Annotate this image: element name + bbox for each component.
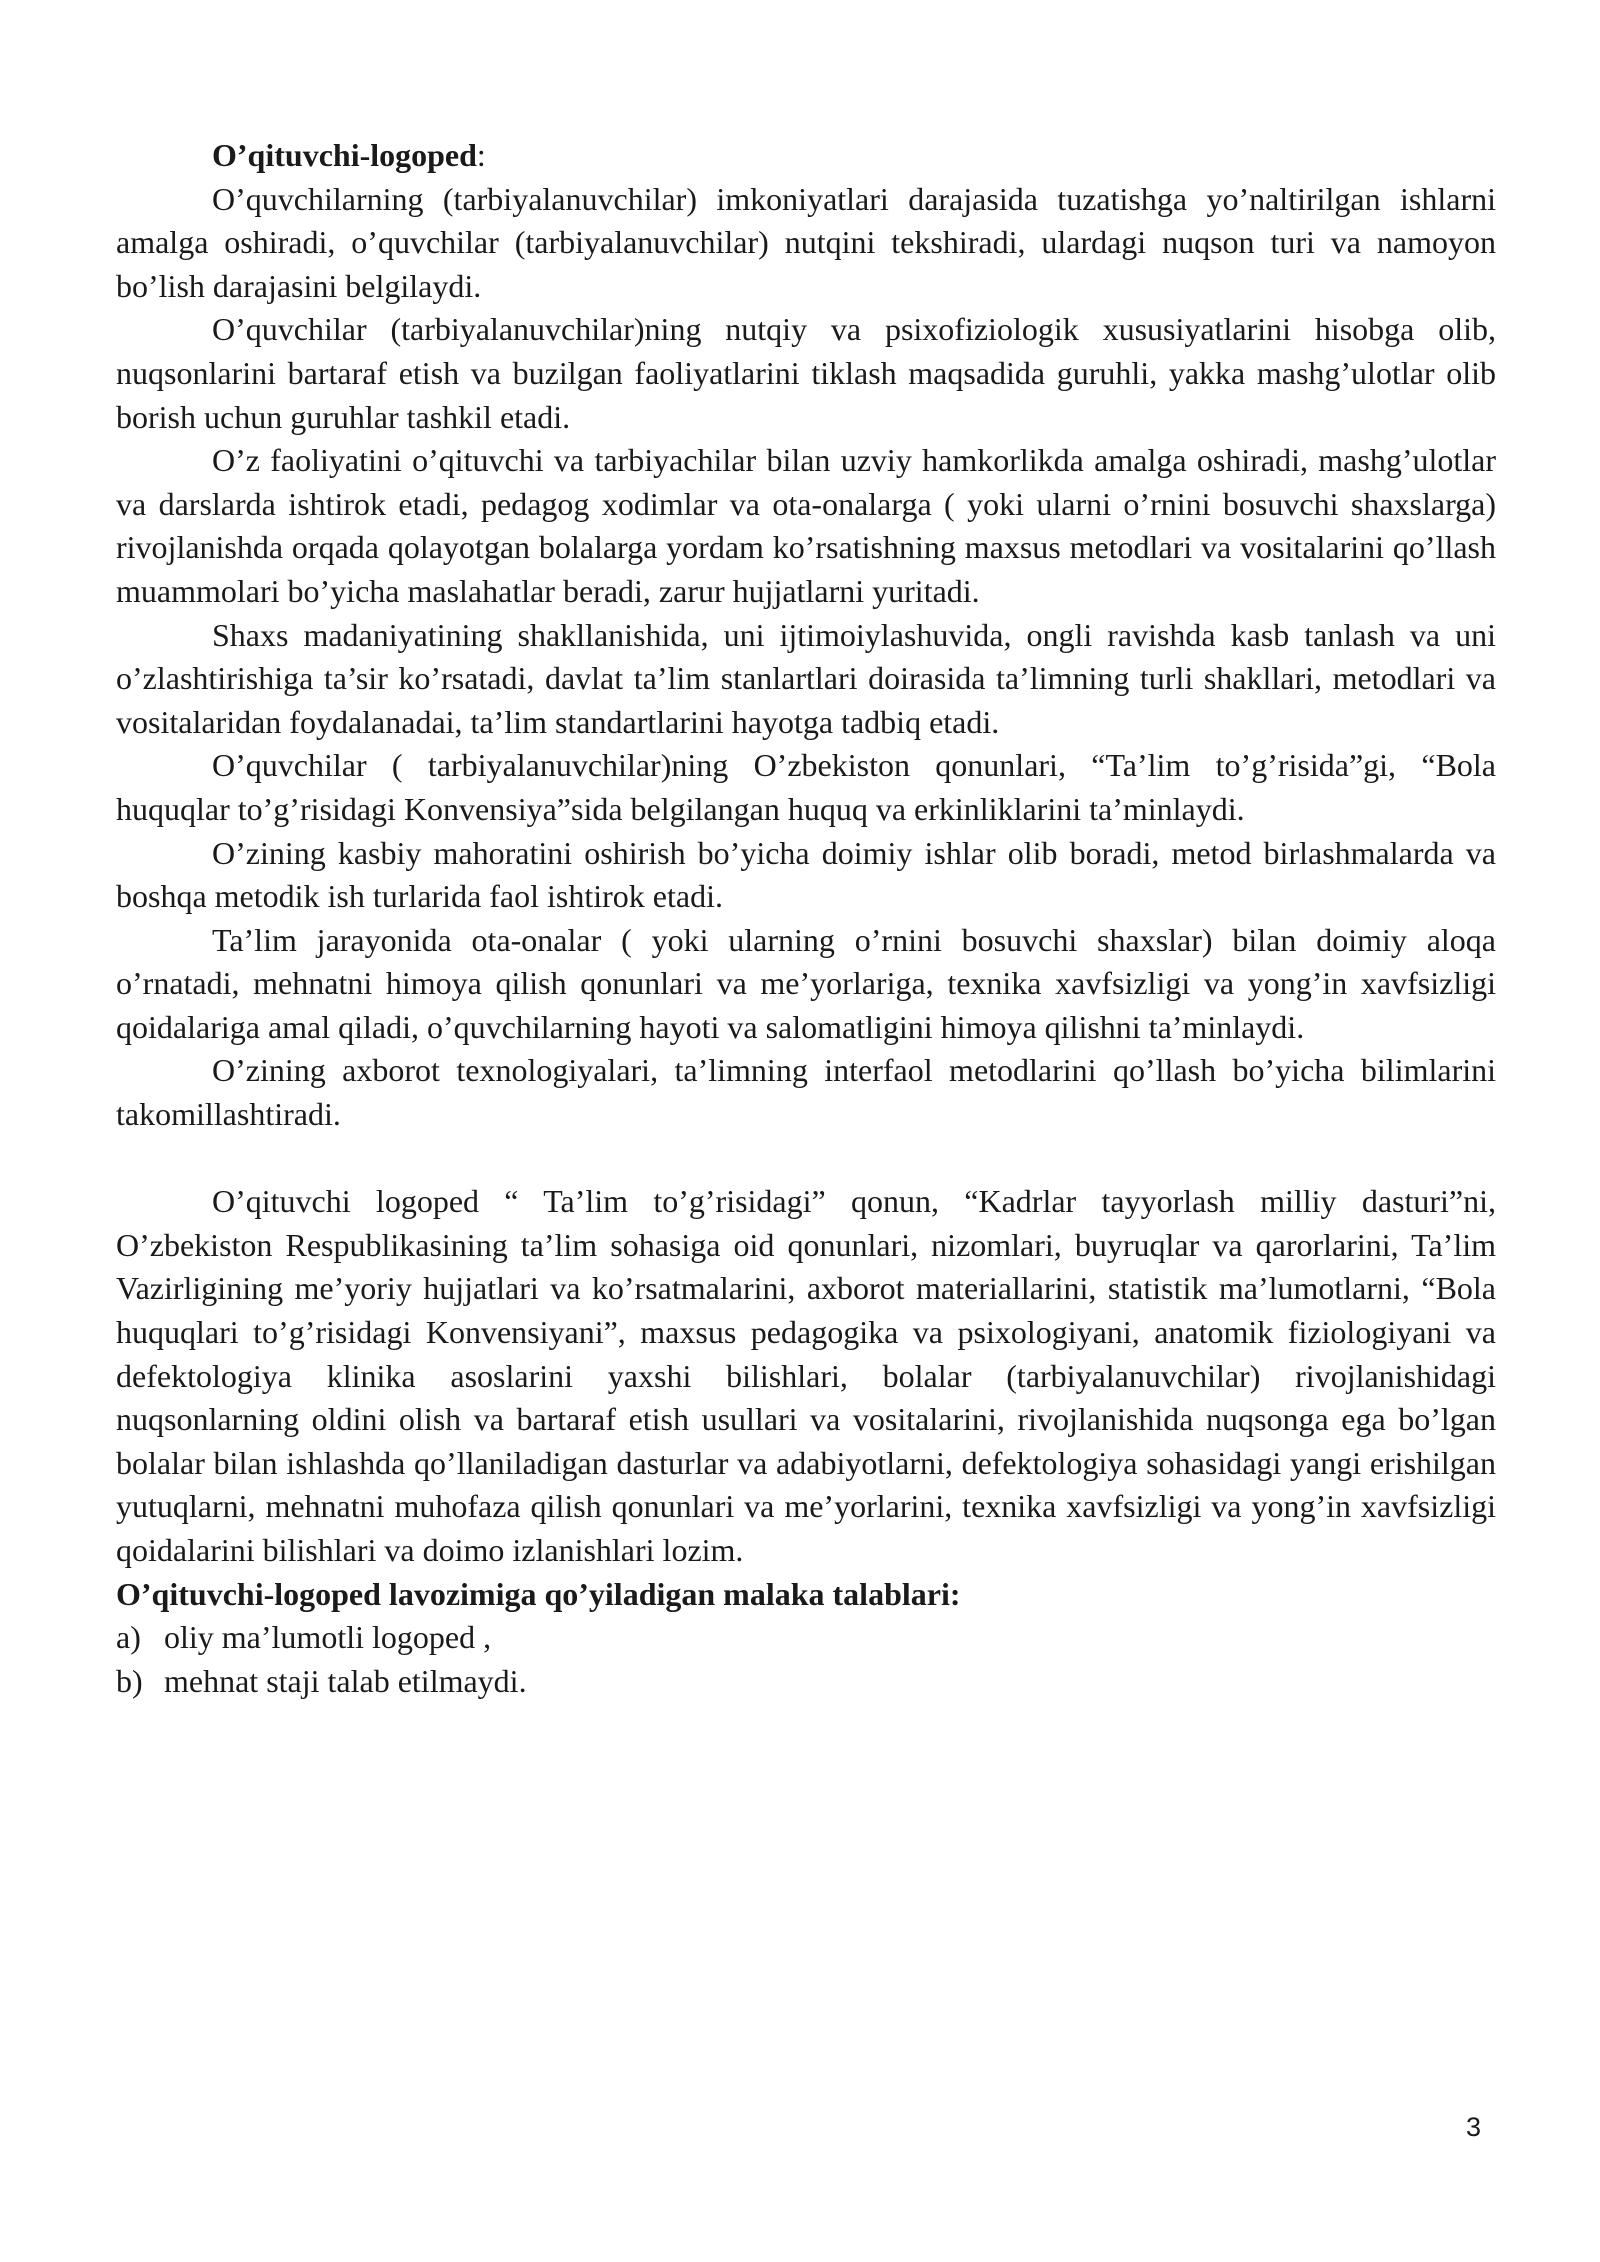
section-heading [116,134,1496,178]
paragraph-7: Ta’lim jarayonida ota-onalar ( yoki ularning o’rnini bosuvchi shaxslar) bilan doimiy aloqa o’rnatadi, mehnatni himoya qilish qonunlari va me’yorlariga, texnika xavfsizligi va yong’in xavfsizligi qoidalariga amal qiladi, o’quvchilarning hayoti va salomatligini himoya qilishni ta’minlaydi. [116,921,1496,1045]
knowledge-paragraph: O’qituvchi logoped “ Ta’lim to’g’risidagi” qonun, “Kadrlar tayyorlash milliy dasturi”ni, O’zbekiston Respublikasining ta’lim sohasiga oid qonunlari, nizomlari, buyruqlar va qarorlarini, Ta’lim Vazirligining me’yoriy hujjatlari va ko’rsatmalarini, axborot materiallarini, statistik ma’lumotlarni, “Bola huquqlari to’g’risidagi Konvensiyani”, maxsus pedagogika va psixologiyani, anatomik fiziologiyani va defektologiya klinika asoslarini yaxshi bilishlari, bolalar (tarbiyalanuvchilar) rivojlanishidagi nuqsonlarning oldini olish va bartaraf etish usullari va vositalarini, rivojlanishida nuqsonga ega bo’lgan bolalar bilan ishlashda qo’llaniladigan dasturlar va adabiyotlarni, defektologiya sohasidagi yangi erishilgan yutuqlarni, mehnatni muhofaza qilish qonunlari va me’yorlarini, texnika xavfsizligi va yong’in xavfsizligi qoidalarini bilishlari va doimo izlanishlari lozim. [116,1183,1496,1568]
paragraph-8: O’zining axborot texnologiyalari, ta’limning interfaol metodlarini qo’llash bo’yicha bilimlarini takomillashtiradi. [116,1052,1496,1133]
paragraph-2: O’quvchilar (tarbiyalanuvchilar)ning nutqiy va psixofiziologik xususiyatlarini hisobga olib, nuqsonlarini bartaraf etish va buzilgan faoliyatlarini tiklash maqsadida guruhli, yakka mashg’ulotlar olib borish uchun guruhlar tashkil etadi. [116,311,1496,435]
paragraph-5: O’quvchilar ( tarbiyalanuvchilar)ning O’zbekiston qonunlari, “Ta’lim to’g’risida”gi, “Bola huquqlar to’g’risidagi Konvensiya”sida belgilangan huquq va erkinliklarini ta’minlaydi. [116,747,1496,827]
list-marker: b) [116,1662,143,1699]
page-number: 3 [1466,2112,1482,2142]
paragraph-4: Shaxs madaniyatining shakllanishida, uni ijtimoiylashuvida, ongli ravishda kasb tanlash va uni o’zlashtirishiga ta’sir ko’rsatadi, davlat ta’lim stanlartlari doirasida ta’limning turli shakllari, metodlari va vositalaridan foydalanadai, ta’lim standartlarini hayotga tadbiq etadi. [116,616,1496,740]
paragraph-3: O’z faoliyatini o’qituvchi va tarbiyachilar bilan uzviy hamkorlikda amalga oshiradi, mashg’ulotlar va darslarda ishtirok etadi, pedagog xodimlar va ota-onalarga ( yoki ularni o’rnini bosuvchi shaxslarga) rivojlanishda orqada qolayotgan bolalarga yordam ko’rsatishning maxsus metodlari va vositalarini qo’llash muammolari bo’yicha maslahatlar beradi, zarur hujjatlarni yuritadi. [116,442,1496,609]
qualification-list [116,1616,1496,1703]
paragraph-6: O’zining kasbiy mahoratini oshirish bo’yicha doimiy ishlar olib boradi, metod birlashmalarda va boshqa metodik ish turlarida faol ishtirok etadi. [116,834,1496,915]
qualification-item [116,1616,1496,1660]
list-marker: a) [116,1619,141,1656]
heading-text: O’qituvchi-logoped [212,137,477,173]
list-item-text: oliy ma’lumotli logoped , [164,1619,492,1656]
list-item-text: mehnat staji talab etilmaydi. [164,1662,527,1699]
paragraph-1: O’quvchilarning (tarbiyalanuvchilar) imkoniyatlari darajasida tuzatishga yo’naltirilgan ishlarni amalga oshiradi, o’quvchilar (tarbiyalanuvchilar) nutqini tekshiradi, ulardagi nuqson turi va namoyon bo’lish darajasini belgilaydi. [116,180,1496,304]
qualification-title: O’qituvchi-logoped lavozimiga qo’yiladigan malaka talablari: [116,1575,961,1612]
document-page [116,134,1496,1703]
qualification-item [116,1660,1496,1704]
heading-colon: : [476,137,486,173]
